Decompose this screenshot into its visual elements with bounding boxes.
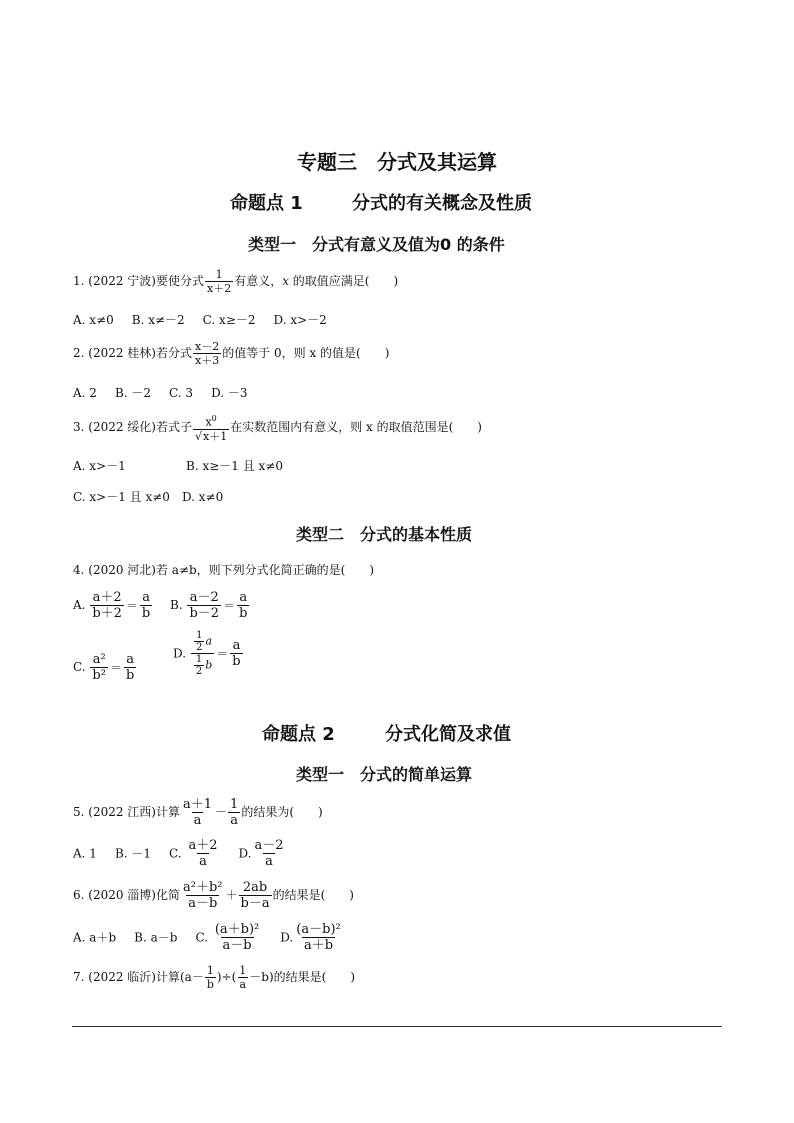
q4-d-bot-num: 1: [195, 654, 203, 665]
q4-c-rhs-den: b: [125, 668, 135, 683]
q4-a-rhs-num: a: [142, 590, 150, 605]
q5-option-b: B. －1: [114, 846, 152, 861]
q6-plus: ＋: [225, 888, 238, 902]
q4-b-label: B.: [170, 598, 183, 612]
question-6: [73, 880, 354, 911]
q3-den: √x＋1: [194, 429, 228, 443]
q5-options: [73, 838, 287, 869]
q6-f2-num: 2ab: [242, 880, 268, 895]
q5-c-num: a＋2: [188, 838, 218, 853]
q3-den-radicand: x＋1: [203, 429, 228, 443]
section-2-label: 命题点 2: [262, 724, 335, 745]
q4-d-rhs-num: a: [232, 638, 241, 653]
q4-option-b: [170, 590, 250, 621]
q2-fraction: [193, 340, 221, 367]
q4-d-bot-var: b: [205, 658, 213, 672]
question-5: [73, 797, 323, 828]
q1-num: 1: [215, 268, 223, 281]
q1-option-b: B. x≠－2: [131, 313, 185, 327]
q6-prefix: 6. (2020 淄博)化简: [73, 888, 180, 902]
question-2: [73, 340, 389, 367]
q4-b-eq: ＝: [223, 598, 236, 613]
q4-option-d: [173, 630, 244, 677]
q4-c-lhs-den: b²: [92, 668, 106, 683]
q5-minus: －: [215, 805, 228, 819]
question-1: [73, 268, 398, 295]
q6-options: [73, 922, 344, 953]
q4-a-lhs-den: b＋2: [92, 606, 122, 621]
q7-suffix: －b)的结果是( ): [249, 970, 356, 984]
q1-option-a: A. x≠0: [73, 313, 114, 327]
q3-option-a: A. x>－1: [73, 459, 126, 473]
footer-divider: [72, 1026, 722, 1027]
q4-d-eq: ＝: [216, 646, 229, 661]
q6-f1-den: a－b: [188, 896, 218, 911]
q1-suffix: 的取值应满足( ): [288, 274, 399, 288]
q5-suffix: 的结果为( ): [241, 805, 323, 819]
q6-option-d-label: D.: [280, 930, 294, 945]
type-heading-3: 类型一 分式的简单运算: [296, 765, 473, 784]
q2-option-b: B. －2: [114, 386, 152, 400]
page-title: 专题三 分式及其运算: [297, 150, 497, 174]
q7-mid: )÷(: [216, 970, 237, 984]
q5-f2-num: 1: [230, 797, 239, 812]
q3-option-d: D. x≠0: [181, 490, 224, 504]
q4-d-bottom: [191, 653, 214, 677]
q5-f1-num: a＋1: [182, 797, 213, 812]
q4-d-top-var: a: [205, 634, 213, 648]
q6-c-num: (a＋b)²: [214, 922, 260, 937]
q1-prefix: 1. (2022 宁波)要使分式: [73, 274, 204, 288]
q5-option-d-label: D.: [238, 846, 252, 861]
q2-prefix: 2. (2022 桂林)若分式: [73, 346, 192, 360]
q6-d-num: (a－b)²: [296, 922, 341, 937]
q1-option-d: D. x>－2: [273, 313, 327, 327]
q6-option-c-label: C.: [195, 930, 209, 945]
q4-c-lhs-num: a²: [92, 652, 106, 667]
q5-f1-den: a: [193, 813, 202, 828]
q5-prefix: 5. (2022 江西)计算: [73, 805, 180, 819]
q4-d-top: [191, 630, 214, 653]
q3-options-row1: [73, 458, 126, 474]
q4-b-lhs-num: a－2: [189, 590, 219, 605]
q3-num-sup: 0: [211, 414, 217, 423]
q5-f2-den: a: [230, 813, 239, 828]
q6-suffix: 的结果是( ): [272, 888, 354, 902]
section-1-name: 分式的有关概念及性质: [352, 193, 532, 214]
section-1-label: 命题点 1: [230, 193, 303, 214]
q6-f2-den: b－a: [240, 896, 270, 911]
q6-option-b: B. a－b: [134, 930, 178, 945]
q1-var: x: [282, 274, 289, 288]
q1-mid: 有意义，: [234, 274, 283, 288]
question-3: [73, 412, 482, 443]
q5-option-a: A. 1: [73, 846, 97, 861]
q4-c-eq: ＝: [109, 660, 122, 675]
q4-b-rhs-num: a: [239, 590, 248, 605]
q2-option-a: A. 2: [73, 386, 97, 400]
q4-a-rhs-den: b: [141, 606, 151, 621]
q7-f2-num: 1: [239, 964, 247, 977]
q3-prefix: 3. (2022 绥化)若式子: [73, 419, 192, 434]
q5-c-den: a: [199, 854, 207, 869]
q3-option-c: C. x>－1 且 x≠0: [73, 490, 170, 504]
q3-option-b: B. x≥－1 且 x≠0: [186, 459, 283, 473]
q4-d-top-den: 2: [196, 642, 203, 653]
q7-f2-den: a: [239, 978, 247, 991]
q4-b-lhs-den: b－2: [189, 606, 220, 621]
q4-a-label: A.: [73, 598, 86, 612]
q2-option-c: C. 3: [169, 386, 194, 400]
q1-fraction: [205, 268, 233, 295]
q4-c-label: C.: [73, 660, 86, 674]
q4-option-a: [73, 590, 153, 621]
q6-option-a: A. a＋b: [73, 930, 117, 945]
q4-d-label: D.: [173, 646, 187, 661]
q4-a-eq: ＝: [125, 598, 138, 613]
q6-d-den: a＋b: [303, 938, 334, 953]
question-4: 4. (2020 河北)若 a≠b，则下列分式化简正确的是( ): [73, 563, 375, 577]
q4-a-lhs-num: a＋2: [92, 590, 122, 605]
q1-den: x＋2: [206, 282, 232, 295]
q7-prefix: 7. (2022 临沂)计算(a－: [73, 970, 204, 984]
q5-option-c-label: C.: [169, 846, 182, 861]
type-heading-2: 类型二 分式的基本性质: [296, 525, 473, 544]
q3-options-row2: [73, 489, 223, 505]
q2-suffix: 的值等于 0，则 x 的值是( ): [222, 346, 390, 360]
q3-suffix: 在实数范围内有意义，则 x 的取值范围是( ): [230, 419, 482, 434]
q7-f1-num: 1: [206, 964, 214, 977]
q4-d-complex-fraction: [191, 630, 214, 677]
q3-num-base: x: [205, 415, 212, 429]
q1-options: [73, 312, 327, 328]
q4-d-bot-den: 2: [195, 666, 203, 677]
q3-option-b-wrap: [186, 458, 283, 474]
q4-c-rhs-num: a: [126, 652, 135, 667]
q3-num: [203, 412, 218, 429]
q5-d-den: a: [265, 854, 273, 869]
q4-option-c: [73, 652, 137, 683]
q6-c-den: a－b: [222, 938, 252, 953]
q2-num: x－2: [194, 340, 220, 353]
q1-option-c: C. x≥－2: [202, 313, 256, 327]
q4-d-rhs-den: b: [232, 654, 241, 669]
q5-d-num: a－2: [254, 838, 284, 853]
type-heading-1: 类型一 分式有意义及值为0 的条件: [248, 235, 505, 254]
q2-options: [73, 385, 248, 401]
section-2-name: 分式化简及求值: [385, 724, 511, 745]
q2-option-d: D. －3: [211, 386, 248, 400]
q6-f1-num: a²＋b²: [182, 880, 223, 895]
q4-b-rhs-den: b: [239, 606, 248, 621]
q7-f1-den: b: [206, 978, 214, 991]
q2-den: x＋3: [194, 354, 220, 367]
q4-d-top-num: 1: [196, 630, 203, 641]
question-7: [73, 964, 355, 991]
q3-fraction: [193, 412, 229, 443]
